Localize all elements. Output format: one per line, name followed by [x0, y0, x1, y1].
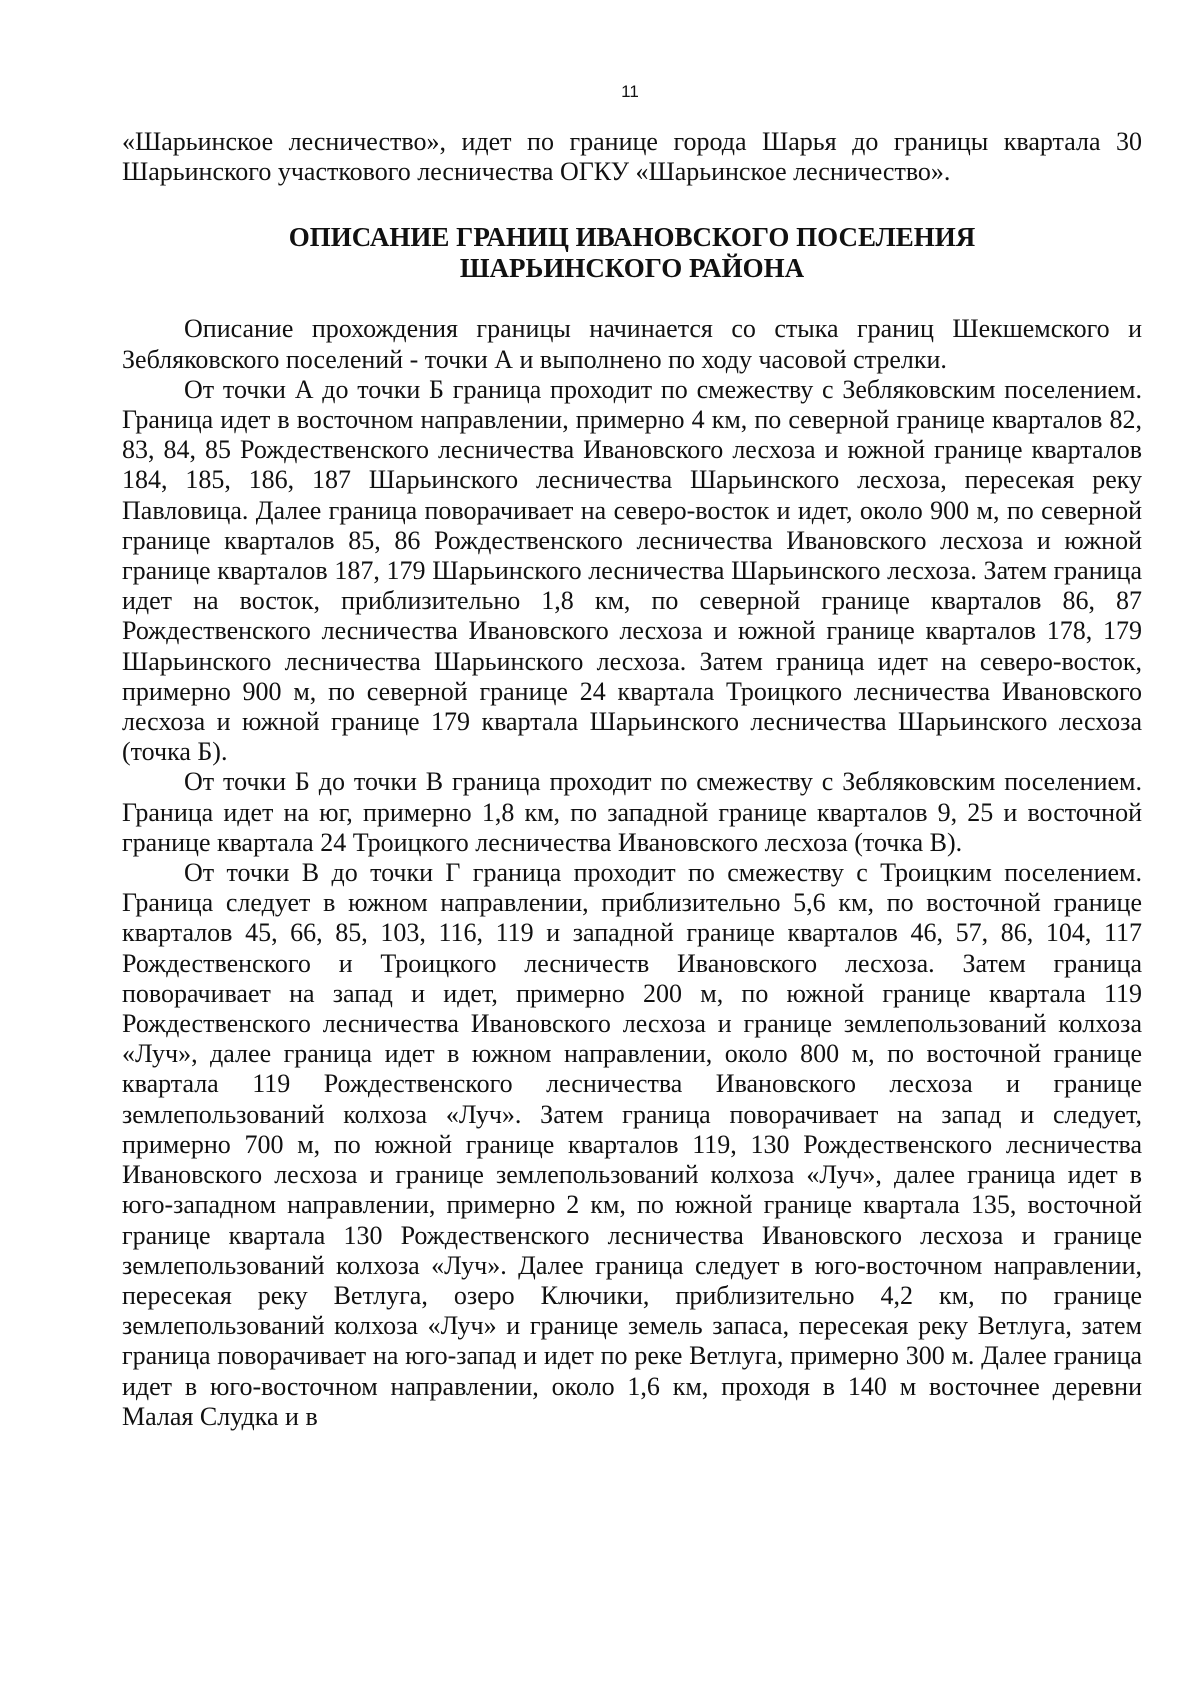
section-heading	[122, 222, 1142, 284]
heading-line-2: ШАРЬИНСКОГО РАЙОНА	[459, 253, 805, 284]
paragraph-segment-a-b: От точки А до точки Б граница проходит по смежеству с Зебляковским поселением. Граница идет в восточном направлении, примерно 4 км, по северной границе кварталов 82, 83, 84, 85 Рождественского лесничества Ивановского лесхоза и южной границе кварталов 184, 185, 186, 187 Шарьинского лесничества Шарьинского лесхоза, пересекая реку Павловица. Далее граница поворачивает на северо-восток и идет, около 900 м, по северной границе кварталов 85, 86 Рождественского лесничества Ивановского лесхоза и южной границе кварталов 187, 179 Шарьинского лесничества Шарьинского лесхоза. Затем граница идет на восток, приблизительно 1,8 км, по северной границе кварталов 86, 87 Рождественского лесничества Ивановского лесхоза и южной границе кварталов 178, 179 Шарьинского лесничества Шарьинского лесхоза. Затем граница идет на северо-восток, примерно 900 м, по северной границе 24 квартала Троицкого лесничества Ивановского лесхоза и южной границе 179 квартала Шарьинского лесничества Шарьинского лесхоза (точка Б).	[122, 374, 1142, 767]
paragraph-segment-b-v: От точки Б до точки В граница проходит по смежеству с Зебляковским поселением. Граница идет на юг, примерно 1,8 км, по западной границе кварталов 9, 25 и восточной границе квартала 24 Троицкого лесничества Ивановского лесхоза (точка В).	[122, 767, 1142, 857]
intro-paragraph: «Шарьинское лесничество», идет по границе города Шарья до границы квартала 30 Шарьинского участкового лесничества ОГКУ «Шарьинское лесничество».	[122, 127, 1142, 187]
paragraph-start-description: Описание прохождения границы начинается со стыка границ Шекшемского и Зебляковского поселений - точки А и выполнено по ходу часовой стрелки.	[122, 314, 1142, 374]
document-body	[122, 127, 1142, 1432]
heading-line-1: ОПИСАНИЕ ГРАНИЦ ИВАНОВСКОГО ПОСЕЛЕНИЯ	[288, 222, 976, 253]
paragraph-segment-v-g: От точки В до точки Г граница проходит по смежеству с Троицким поселением. Граница следует в южном направлении, приблизительно 5,6 км, по восточной границе кварталов 45, 66, 85, 103, 116, 119 и западной границе кварталов 46, 57, 86, 104, 117 Рождественского и Троицкого лесничеств Ивановского лесхоза. Затем граница поворачивает на запад и идет, примерно 200 м, по южной границе квартала 119 Рождественского лесничества Ивановского лесхоза и границе землепользований колхоза «Луч», далее граница идет в южном направлении, около 800 м, по восточной границе квартала 119 Рождественского лесничества Ивановского лесхоза и границе землепользований колхоза «Луч». Затем граница поворачивает на запад и следует, примерно 700 м, по южной границе кварталов 119, 130 Рождественского лесничества Ивановского лесхоза и границе землепользований колхоза «Луч», далее граница идет в юго-западном направлении, примерно 2 км, по южной границе квартала 135, восточной границе квартала 130 Рождественского лесничества Ивановского лесхоза и границе землепользований колхоза «Луч». Далее граница следует в юго-восточном направлении, пересекая реку Ветлуга, озеро Ключики, приблизительно 4,2 км, по границе землепользований колхоза «Луч» и границе земель запаса, пересекая реку Ветлуга, затем граница поворачивает на юго-запад и идет по реке Ветлуга, примерно 300 м. Далее граница идет в юго-восточном направлении, около 1,6 км, проходя в 140 м восточнее деревни Малая Слудка и в	[122, 858, 1142, 1431]
page-number: 11	[621, 82, 639, 101]
